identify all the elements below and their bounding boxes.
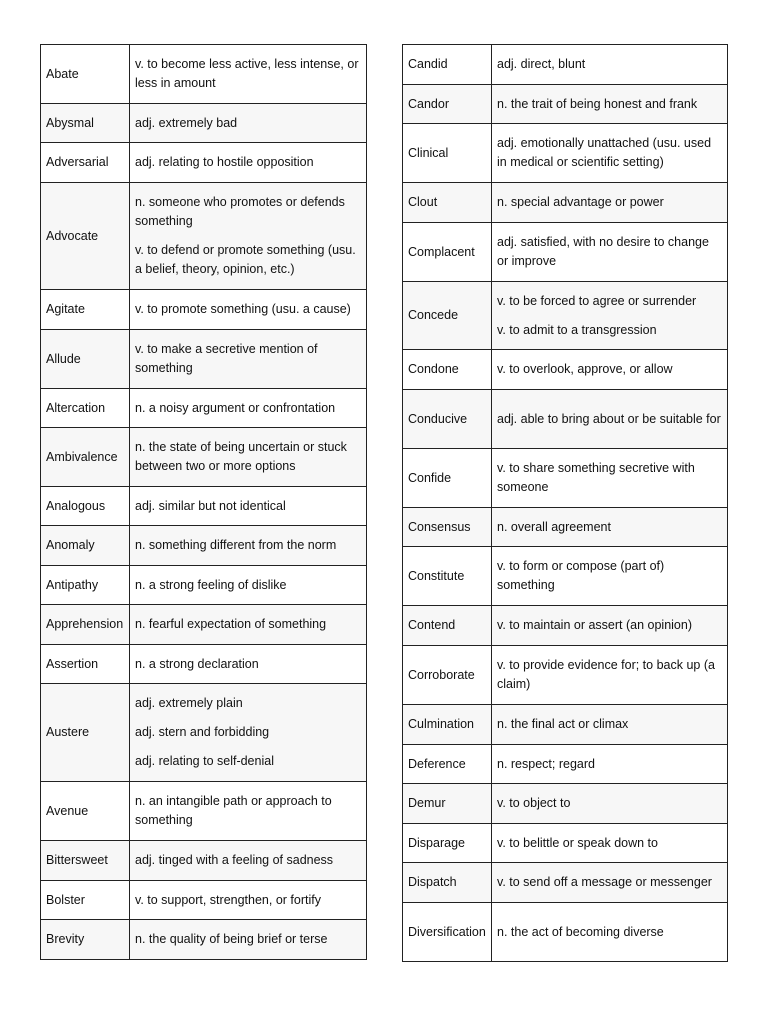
vocab-row	[403, 745, 728, 784]
vocab-row	[41, 389, 367, 428]
definition-line: n. an intangible path or approach to something	[135, 794, 332, 827]
vocab-word: Adversarial	[41, 143, 130, 183]
vocab-definition	[130, 487, 367, 526]
vocab-word: Consensus	[403, 508, 492, 547]
definition-line: adj. relating to self-denial	[135, 754, 274, 768]
vocab-row	[403, 606, 728, 646]
definition-line: v. to overlook, approve, or allow	[497, 362, 673, 376]
definition-line: adj. relating to hostile opposition	[135, 155, 314, 169]
vocab-word: Altercation	[41, 389, 130, 428]
vocab-word: Constitute	[403, 547, 492, 606]
vocab-row	[403, 863, 728, 903]
vocab-definition	[492, 85, 728, 124]
vocab-row	[41, 290, 367, 330]
vocab-word: Demur	[403, 784, 492, 824]
vocab-definition	[492, 350, 728, 390]
vocab-row	[403, 183, 728, 223]
vocab-word: Ambivalence	[41, 428, 130, 487]
vocab-row	[41, 330, 367, 389]
definition-line: adj. stern and forbidding	[135, 725, 270, 739]
vocab-definition	[492, 606, 728, 646]
vocab-definition	[492, 45, 728, 85]
vocab-word: Abysmal	[41, 104, 130, 143]
vocab-word: Candor	[403, 85, 492, 124]
vocab-definition	[492, 547, 728, 606]
vocab-word: Culmination	[403, 705, 492, 745]
vocab-row	[403, 223, 728, 282]
vocab-row	[41, 45, 367, 104]
vocab-definition	[130, 143, 367, 183]
vocab-row	[403, 45, 728, 85]
definition-line: n. fearful expectation of something	[135, 617, 327, 631]
vocab-definition	[130, 881, 367, 920]
vocab-row	[41, 183, 367, 290]
vocab-definition	[492, 784, 728, 824]
vocab-table-left-body	[41, 45, 367, 960]
vocab-definition	[492, 903, 728, 962]
definition-line: v. to share something secretive with someone	[497, 461, 695, 494]
vocab-word: Deference	[403, 745, 492, 784]
definition-line: v. to be forced to agree or surrender	[497, 293, 697, 308]
vocab-definition	[130, 389, 367, 428]
vocab-word: Complacent	[403, 223, 492, 282]
vocab-row	[41, 487, 367, 526]
vocab-word: Agitate	[41, 290, 130, 330]
vocab-word: Antipathy	[41, 566, 130, 605]
vocab-row	[403, 824, 728, 863]
vocab-definition	[130, 684, 367, 782]
definition-line: n. a strong declaration	[135, 656, 259, 671]
definition-line: n. something different from the norm	[135, 538, 337, 552]
definition-line: v. to form or compose (part of) something	[497, 559, 665, 592]
vocab-row	[41, 881, 367, 920]
vocab-table-right	[402, 44, 728, 962]
vocab-row	[403, 85, 728, 124]
vocab-row	[41, 526, 367, 566]
vocab-row	[403, 282, 728, 350]
vocab-definition	[492, 124, 728, 183]
vocab-word: Assertion	[41, 645, 130, 684]
vocab-word: Analogous	[41, 487, 130, 526]
vocab-definition	[492, 863, 728, 903]
definition-line: n. the state of being uncertain or stuck between two or more options	[135, 440, 347, 473]
vocab-word: Anomaly	[41, 526, 130, 566]
vocab-word: Austere	[41, 684, 130, 782]
vocab-word: Bittersweet	[41, 841, 130, 881]
definition-line: v. to send off a message or messenger	[497, 875, 712, 889]
vocab-definition	[130, 782, 367, 841]
definition-line: v. to admit to a transgression	[497, 322, 657, 337]
definition-line: v. to make a secretive mention of something	[135, 342, 318, 375]
vocab-word: Disparage	[403, 824, 492, 863]
vocab-table-right-body	[403, 45, 728, 962]
vocab-row	[41, 782, 367, 841]
vocab-definition	[130, 183, 367, 290]
vocab-row	[403, 449, 728, 508]
definition-line: adj. satisfied, with no desire to change or improve	[497, 235, 709, 268]
vocab-row	[41, 684, 367, 782]
vocab-definition	[130, 645, 367, 684]
vocab-definition	[130, 841, 367, 881]
definition-line: adj. direct, blunt	[497, 57, 586, 71]
vocab-word: Abate	[41, 45, 130, 104]
definition-line: adj. able to bring about or be suitable for	[497, 411, 721, 426]
vocab-word: Condone	[403, 350, 492, 390]
definition-line: v. to object to	[497, 796, 571, 810]
vocab-definition	[130, 920, 367, 960]
vocab-definition	[492, 223, 728, 282]
definition-line: v. to support, strengthen, or fortify	[135, 892, 321, 907]
vocab-word: Diversification	[403, 903, 492, 962]
vocab-row	[403, 124, 728, 183]
vocab-word: Candid	[403, 45, 492, 85]
definition-line: v. to promote something (usu. a cause)	[135, 302, 351, 316]
definition-line: n. the quality of being brief or terse	[135, 932, 328, 946]
vocab-row	[41, 605, 367, 645]
vocab-row	[41, 841, 367, 881]
vocab-word: Allude	[41, 330, 130, 389]
vocab-row	[41, 920, 367, 960]
vocab-definition	[492, 824, 728, 863]
definition-line: n. respect; regard	[497, 756, 595, 771]
vocab-definition	[492, 745, 728, 784]
vocab-word: Brevity	[41, 920, 130, 960]
definition-line: n. someone who promotes or defends something	[135, 195, 345, 228]
vocab-definition	[130, 104, 367, 143]
definition-line: n. the final act or climax	[497, 717, 629, 731]
vocab-row	[41, 645, 367, 684]
vocab-definition	[492, 282, 728, 350]
definition-line: adj. extremely plain	[135, 696, 243, 710]
definition-line: n. the trait of being honest and frank	[497, 96, 698, 111]
definition-line: n. overall agreement	[497, 519, 611, 534]
definition-line: v. to maintain or assert (an opinion)	[497, 618, 693, 632]
vocab-row	[403, 646, 728, 705]
definition-line: v. to defend or promote something (usu. a belief, theory, opinion, etc.)	[135, 243, 356, 276]
vocab-word: Confide	[403, 449, 492, 508]
vocab-word: Bolster	[41, 881, 130, 920]
vocab-word: Advocate	[41, 183, 130, 290]
vocab-definition	[492, 183, 728, 223]
vocab-row	[41, 104, 367, 143]
vocab-definition	[130, 605, 367, 645]
vocab-row	[403, 784, 728, 824]
definition-line: adj. similar but not identical	[135, 498, 286, 513]
vocab-definition	[492, 705, 728, 745]
vocab-table-left	[40, 44, 367, 960]
vocab-row	[41, 566, 367, 605]
vocab-definition	[492, 646, 728, 705]
vocab-word: Conducive	[403, 390, 492, 449]
definition-line: n. a noisy argument or confrontation	[135, 400, 336, 415]
vocab-definition	[130, 45, 367, 104]
definition-line: n. a strong feeling of dislike	[135, 577, 287, 592]
vocab-row	[403, 390, 728, 449]
vocab-definition	[492, 449, 728, 508]
vocab-row	[403, 508, 728, 547]
vocab-word: Avenue	[41, 782, 130, 841]
vocab-definition	[492, 390, 728, 449]
vocab-word: Concede	[403, 282, 492, 350]
vocab-row	[403, 547, 728, 606]
vocab-definition	[130, 526, 367, 566]
vocab-row	[403, 705, 728, 745]
vocab-word: Dispatch	[403, 863, 492, 903]
vocab-definition	[492, 508, 728, 547]
definition-line: v. to provide evidence for; to back up (a claim)	[497, 658, 715, 691]
definition-line: n. special advantage or power	[497, 195, 664, 209]
vocab-word: Corroborate	[403, 646, 492, 705]
vocab-row	[41, 428, 367, 487]
vocab-row	[403, 903, 728, 962]
definition-line: adj. tinged with a feeling of sadness	[135, 853, 334, 867]
vocab-definition	[130, 428, 367, 487]
vocab-definition	[130, 290, 367, 330]
vocab-word: Contend	[403, 606, 492, 646]
vocab-word: Clinical	[403, 124, 492, 183]
definition-line: v. to belittle or speak down to	[497, 835, 658, 850]
vocab-word: Clout	[403, 183, 492, 223]
vocab-definition	[130, 566, 367, 605]
definition-line: v. to become less active, less intense, or less in amount	[135, 57, 359, 90]
definition-line: adj. emotionally unattached (usu. used in medical or scientific setting)	[497, 136, 712, 169]
vocab-word: Apprehension	[41, 605, 130, 645]
vocab-definition	[130, 330, 367, 389]
definition-line: n. the act of becoming diverse	[497, 924, 664, 939]
definition-line: adj. extremely bad	[135, 115, 238, 130]
vocab-row	[403, 350, 728, 390]
vocab-row	[41, 143, 367, 183]
